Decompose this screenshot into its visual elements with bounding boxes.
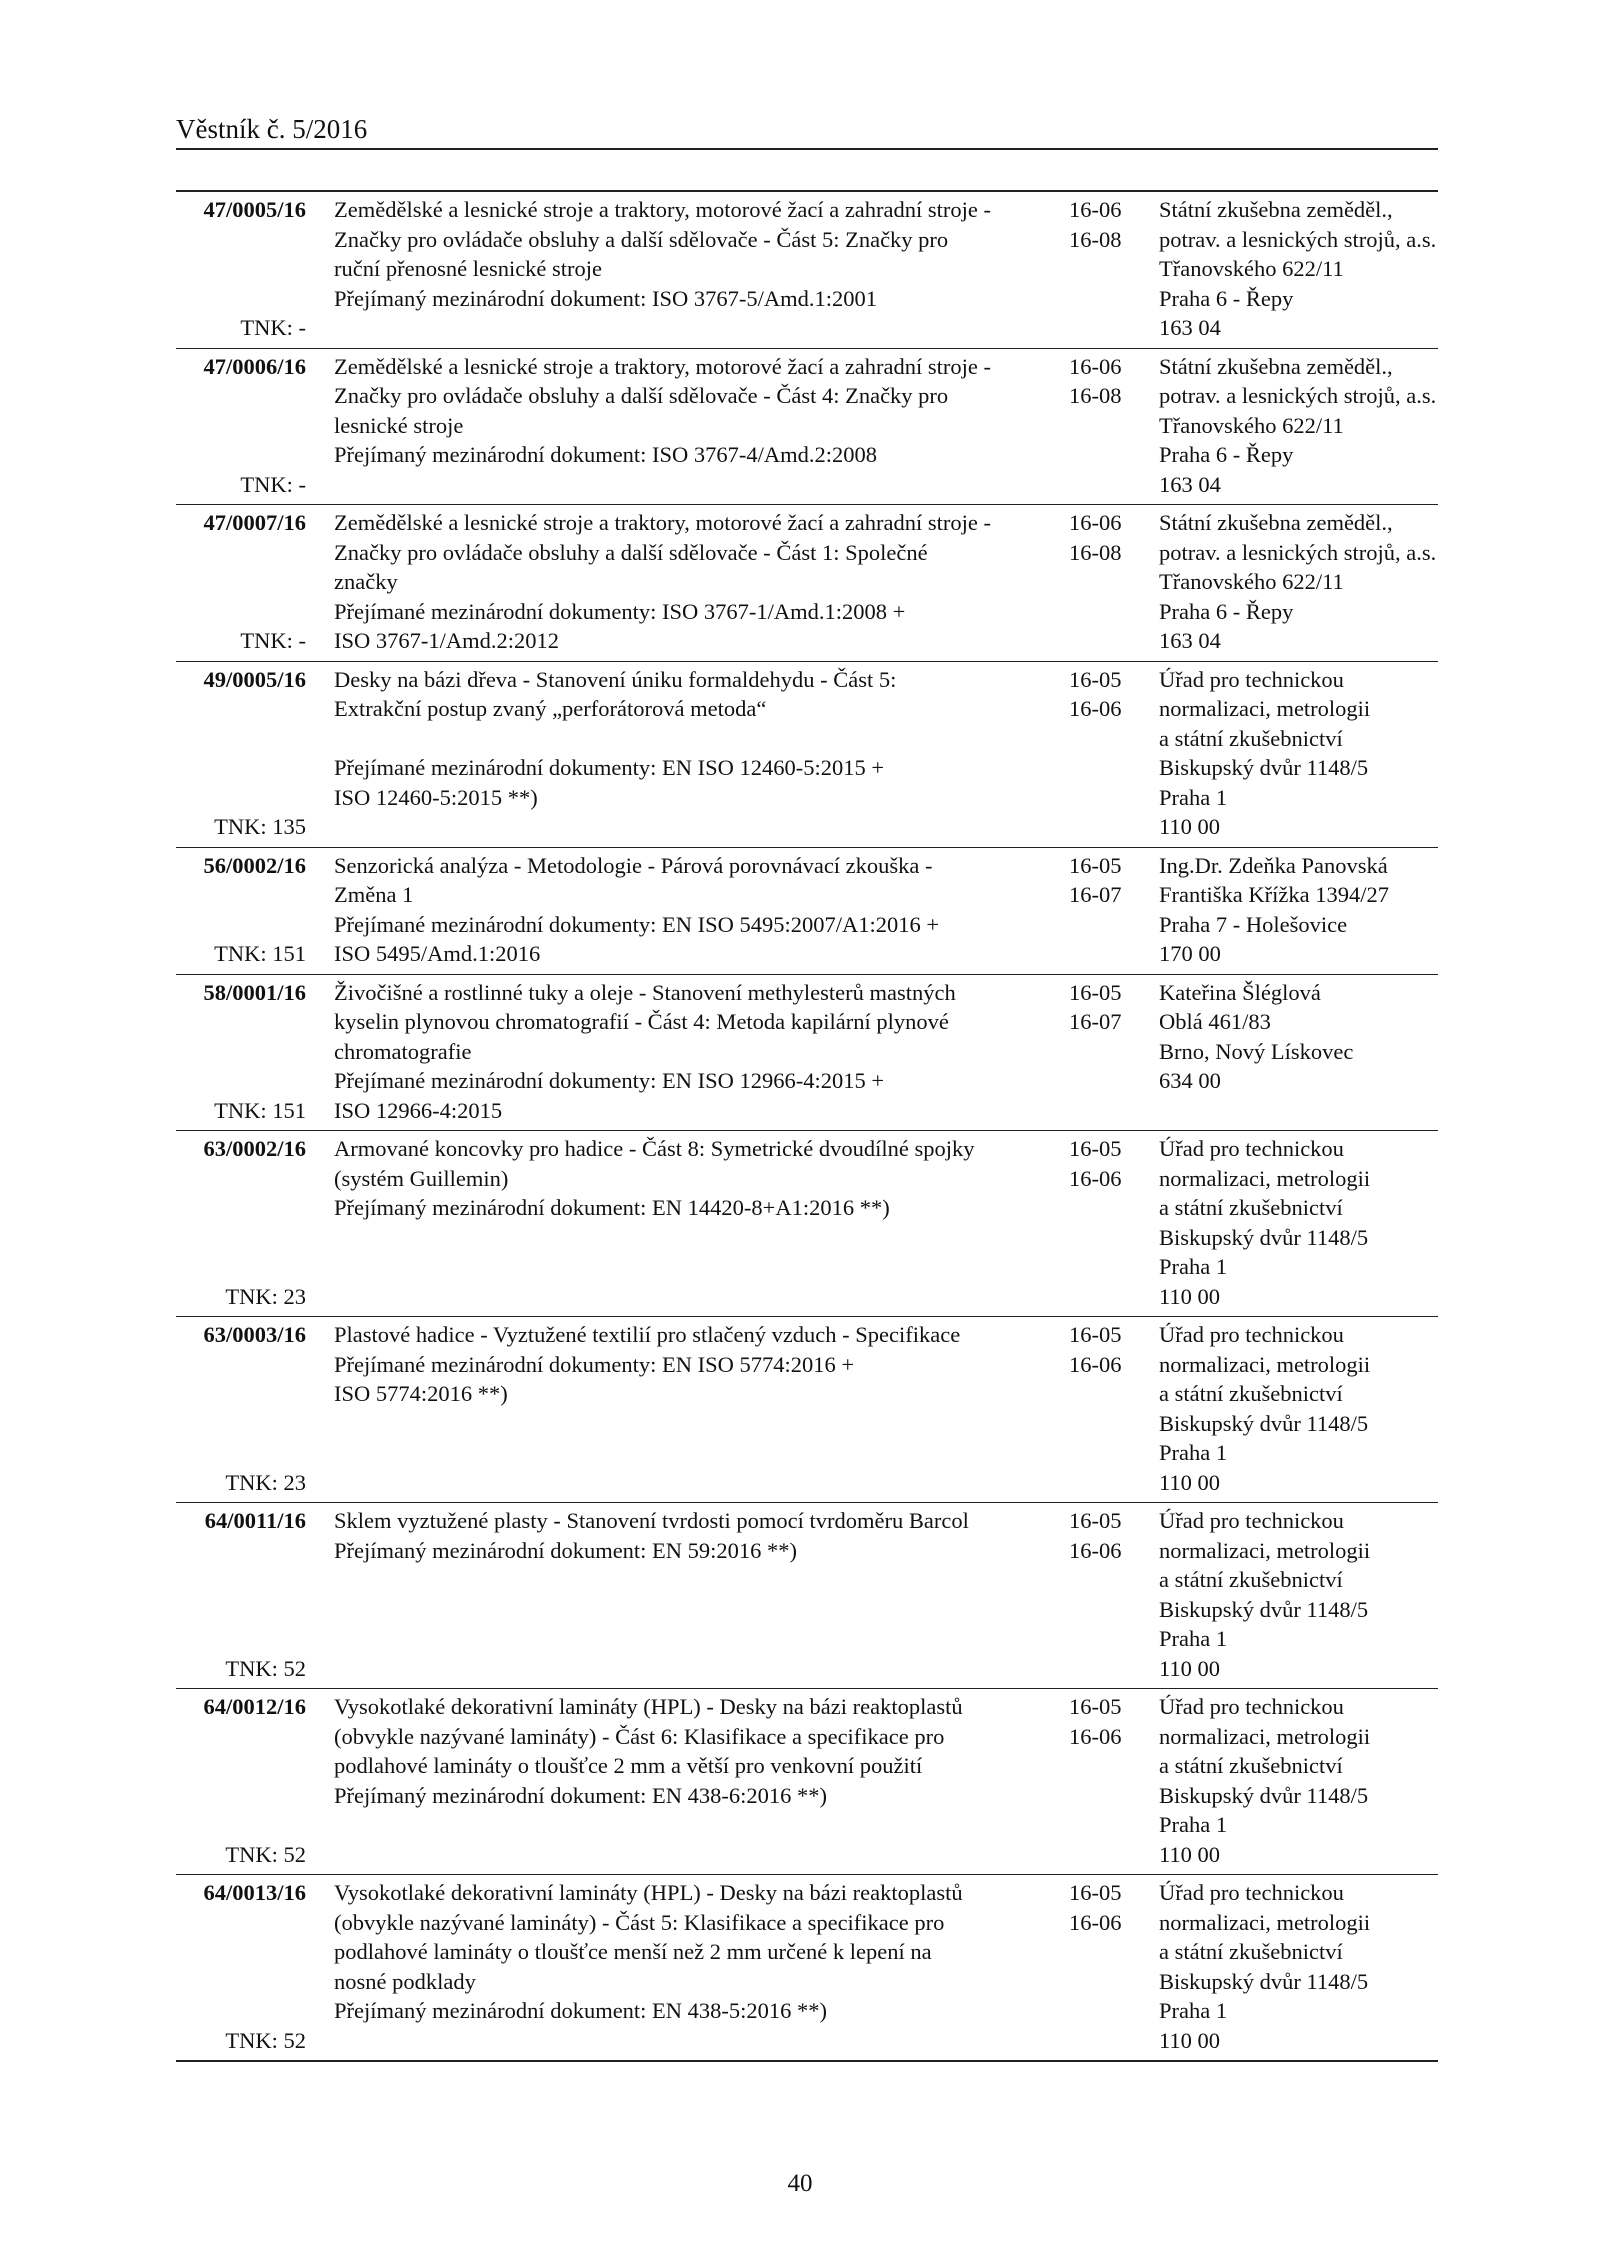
entry-address-line: Praha 6 - Řepy bbox=[1159, 285, 1294, 311]
entry-title-line: nosné podklady bbox=[334, 1968, 476, 1994]
entry-title-line: podlahové lamináty o tloušťce menší než 2 mm určené k lepení na bbox=[334, 1939, 932, 1964]
entry-address-line: Třanovského 622/11 bbox=[1159, 256, 1344, 281]
entry-title-line: Značky pro ovládače obsluhy a další sdělovače - Část 1: Společné bbox=[334, 539, 928, 565]
entry-title-line: (obvykle nazývané lamináty) - Část 6: Klasifikace a specifikace pro bbox=[334, 1723, 945, 1749]
entry-dates-cell bbox=[1069, 665, 1159, 842]
entry-date: 16-08 bbox=[1069, 539, 1122, 565]
entry-address-line: Praha 7 - Holešovice bbox=[1159, 911, 1348, 937]
entry-id-cell bbox=[176, 508, 306, 656]
entry-address-line: Kateřina Šléglová bbox=[1159, 979, 1321, 1005]
entry-title-cell bbox=[334, 195, 1069, 343]
entry-title-cell bbox=[334, 851, 1069, 969]
table-row bbox=[176, 1130, 1438, 1316]
table-row bbox=[176, 504, 1438, 661]
entry-title-line: Přejímaný mezinárodní dokument: EN 438-6:2016 **) bbox=[334, 1782, 828, 1808]
entry-address-line: Úřad pro technickou bbox=[1159, 666, 1344, 692]
entry-address-line: a státní zkušebnictví bbox=[1159, 1753, 1343, 1778]
entry-address-line: Praha 1 bbox=[1159, 1626, 1228, 1651]
entry-title-line: Značky pro ovládače obsluhy a další sdělovače - Část 4: Značky pro bbox=[334, 383, 949, 408]
entry-address-line: Biskupský dvůr 1148/5 bbox=[1159, 1596, 1369, 1622]
entry-address-line: Biskupský dvůr 1148/5 bbox=[1159, 1782, 1369, 1808]
entry-id-cell bbox=[176, 1878, 306, 2055]
entry-dates-cell bbox=[1069, 1506, 1159, 1683]
entry-title-line: Značky pro ovládače obsluhy a další sdělovače - Část 5: Značky pro bbox=[334, 226, 949, 252]
entry-title-cell bbox=[334, 1878, 1069, 2055]
entry-address-line: Praha 6 - Řepy bbox=[1159, 598, 1294, 624]
entry-number: 64/0012/16 bbox=[203, 1694, 306, 1719]
entry-dates-cell bbox=[1069, 978, 1159, 1126]
entry-date: 16-06 bbox=[1069, 696, 1122, 721]
page-header bbox=[176, 112, 1438, 150]
entry-address-line: Úřad pro technickou bbox=[1159, 1136, 1344, 1161]
entry-address-line: Státní zkušebna zeměděl., bbox=[1159, 197, 1393, 222]
entry-tnk: TNK: 135 bbox=[214, 814, 306, 839]
entry-date: 16-06 bbox=[1069, 1537, 1122, 1563]
entry-number: 47/0007/16 bbox=[203, 510, 306, 535]
entry-number: 64/0013/16 bbox=[203, 1880, 306, 1905]
entry-number: 63/0002/16 bbox=[203, 1136, 306, 1161]
entry-title-line: Extrakční postup zvaný „perforátorová metoda“ bbox=[334, 696, 767, 721]
entry-address-line: Státní zkušebna zeměděl., bbox=[1159, 510, 1393, 535]
entry-title-line: Zemědělské a lesnické stroje a traktory, motorové žací a zahradní stroje - bbox=[334, 510, 992, 535]
entry-address-line: Úřad pro technickou bbox=[1159, 1694, 1344, 1719]
entry-title-cell bbox=[334, 1320, 1069, 1497]
entry-address-line: a státní zkušebnictví bbox=[1159, 1567, 1343, 1592]
entry-title-line: ISO 5774:2016 **) bbox=[334, 1381, 508, 1406]
entry-tnk: TNK: - bbox=[240, 628, 306, 653]
entry-address-line: normalizaci, metrologii bbox=[1159, 696, 1371, 721]
entry-date: 16-05 bbox=[1069, 1508, 1122, 1533]
entry-title-line: Přejímané mezinárodní dokumenty: EN ISO 12460-5:2015 + bbox=[334, 755, 885, 780]
entry-address-line: 110 00 bbox=[1159, 814, 1221, 839]
entry-title-line: ISO 12966-4:2015 bbox=[334, 1097, 503, 1123]
entry-address-line: Biskupský dvůr 1148/5 bbox=[1159, 1224, 1369, 1250]
entry-title-line: Přejímaný mezinárodní dokument: EN 14420-8+A1:2016 **) bbox=[334, 1195, 890, 1220]
entry-title-line: Přejímaný mezinárodní dokument: ISO 3767-4/Amd.2:2008 bbox=[334, 442, 878, 467]
entry-number: 58/0001/16 bbox=[203, 979, 306, 1005]
entry-date: 16-05 bbox=[1069, 1136, 1122, 1161]
entry-id-cell bbox=[176, 352, 306, 500]
entry-address-line: 163 04 bbox=[1159, 628, 1221, 653]
table-row bbox=[176, 1874, 1438, 2060]
entry-address-line: Úřad pro technickou bbox=[1159, 1508, 1344, 1533]
entry-title-line: Zemědělské a lesnické stroje a traktory, motorové žací a zahradní stroje - bbox=[334, 353, 992, 379]
entry-title-line: ISO 3767-1/Amd.2:2012 bbox=[334, 628, 559, 653]
entry-date: 16-06 bbox=[1069, 353, 1122, 379]
entry-address-line: 110 00 bbox=[1159, 1841, 1221, 1867]
entry-title-cell bbox=[334, 352, 1069, 500]
entry-tnk: TNK: - bbox=[240, 315, 306, 340]
entry-date: 16-05 bbox=[1069, 1322, 1122, 1347]
entry-address-line: Praha 6 - Řepy bbox=[1159, 442, 1294, 467]
entry-title-line: ISO 12460-5:2015 **) bbox=[334, 784, 538, 810]
entry-address-line: 170 00 bbox=[1159, 941, 1221, 966]
entry-address-line: potrav. a lesnických strojů, a.s. bbox=[1159, 226, 1437, 252]
entry-address-cell bbox=[1159, 665, 1438, 842]
entry-address-line: Praha 1 bbox=[1159, 1812, 1228, 1837]
entry-date: 16-05 bbox=[1069, 852, 1122, 878]
entry-dates-cell bbox=[1069, 1692, 1159, 1869]
entry-title-cell bbox=[334, 1134, 1069, 1311]
entry-date: 16-06 bbox=[1069, 510, 1122, 535]
entry-address-line: Biskupský dvůr 1148/5 bbox=[1159, 755, 1369, 780]
entry-address-line: 163 04 bbox=[1159, 315, 1221, 340]
entry-title-line: (systém Guillemin) bbox=[334, 1165, 509, 1191]
entry-address-line: a státní zkušebnictví bbox=[1159, 1939, 1343, 1964]
entry-title-line: Přejímané mezinárodní dokumenty: EN ISO 5495:2007/A1:2016 + bbox=[334, 911, 940, 937]
entry-address-line: Františka Křížka 1394/27 bbox=[1159, 882, 1389, 907]
entry-title-line bbox=[334, 724, 1069, 754]
entry-date: 16-06 bbox=[1069, 197, 1122, 222]
entry-dates-cell bbox=[1069, 1878, 1159, 2055]
entry-address-line: a státní zkušebnictví bbox=[1159, 725, 1343, 751]
entry-id-cell bbox=[176, 1134, 306, 1311]
entry-address-line: 110 00 bbox=[1159, 1283, 1221, 1309]
entry-title-line: Plastové hadice - Vyztužené textilií pro stlačený vzduch - Specifikace bbox=[334, 1322, 961, 1347]
entry-id-cell bbox=[176, 1506, 306, 1683]
entry-address-cell bbox=[1159, 508, 1438, 656]
entry-address-line: normalizaci, metrologii bbox=[1159, 1351, 1371, 1377]
table-row bbox=[176, 1502, 1438, 1688]
entry-date: 16-07 bbox=[1069, 1009, 1122, 1034]
entry-address-line: normalizaci, metrologii bbox=[1159, 1909, 1371, 1935]
entry-number: 56/0002/16 bbox=[203, 852, 306, 878]
table-row bbox=[176, 192, 1438, 348]
entry-title-line: Přejímaný mezinárodní dokument: EN 438-5:2016 **) bbox=[334, 1998, 828, 2023]
entry-title-line: podlahové lamináty o tloušťce 2 mm a větší pro venkovní použití bbox=[334, 1753, 923, 1778]
entry-address-line: Třanovského 622/11 bbox=[1159, 412, 1344, 438]
entry-tnk: TNK: 151 bbox=[214, 1097, 306, 1123]
entry-address-line: potrav. a lesnických strojů, a.s. bbox=[1159, 383, 1437, 408]
entry-address-line: Praha 1 bbox=[1159, 1254, 1228, 1279]
entry-dates-cell bbox=[1069, 851, 1159, 969]
entry-date: 16-06 bbox=[1069, 1723, 1122, 1749]
entry-title-line: Přejímané mezinárodní dokumenty: EN ISO 5774:2016 + bbox=[334, 1351, 855, 1377]
entry-number: 63/0003/16 bbox=[203, 1322, 306, 1347]
entry-address-line: Státní zkušebna zeměděl., bbox=[1159, 353, 1393, 379]
entry-number: 49/0005/16 bbox=[203, 666, 306, 692]
entry-title-line: Změna 1 bbox=[334, 882, 414, 907]
entry-address-line: 634 00 bbox=[1159, 1068, 1221, 1093]
entry-address-line: Úřad pro technickou bbox=[1159, 1322, 1344, 1347]
entry-title-line: Zemědělské a lesnické stroje a traktory, motorové žací a zahradní stroje - bbox=[334, 197, 992, 222]
entry-id-cell bbox=[176, 978, 306, 1126]
entry-title-line: Přejímané mezinárodní dokumenty: ISO 3767-1/Amd.1:2008 + bbox=[334, 598, 906, 624]
entry-title-line: Sklem vyztužené plasty - Stanovení tvrdosti pomocí tvrdoměru Barcol bbox=[334, 1508, 969, 1533]
entry-dates-cell bbox=[1069, 1134, 1159, 1311]
table-row bbox=[176, 348, 1438, 505]
entry-title-cell bbox=[334, 508, 1069, 656]
entry-tnk: TNK: 52 bbox=[225, 2027, 306, 2053]
entry-address-line: 110 00 bbox=[1159, 2027, 1221, 2053]
journal-title: Věstník č. 5/2016 bbox=[176, 114, 368, 144]
entry-dates-cell bbox=[1069, 508, 1159, 656]
entry-title-line: ruční přenosné lesnické stroje bbox=[334, 256, 603, 281]
entry-address-line: 110 00 bbox=[1159, 1469, 1221, 1495]
entry-dates-cell bbox=[1069, 195, 1159, 343]
entry-address-line: Biskupský dvůr 1148/5 bbox=[1159, 1968, 1369, 1994]
entry-title-cell bbox=[334, 978, 1069, 1126]
entry-date: 16-07 bbox=[1069, 882, 1122, 907]
entry-address-line: normalizaci, metrologii bbox=[1159, 1723, 1371, 1749]
entry-title-line: Přejímané mezinárodní dokumenty: EN ISO 12966-4:2015 + bbox=[334, 1068, 885, 1093]
entry-address-cell bbox=[1159, 1506, 1438, 1683]
entry-address-line: Oblá 461/83 bbox=[1159, 1009, 1271, 1034]
entry-address-cell bbox=[1159, 195, 1438, 343]
entry-number: 47/0005/16 bbox=[203, 197, 306, 222]
entry-date: 16-05 bbox=[1069, 979, 1122, 1005]
entry-title-line: Desky na bázi dřeva - Stanovení úniku formaldehydu - Část 5: bbox=[334, 666, 897, 692]
entry-title-cell bbox=[334, 1692, 1069, 1869]
entry-date: 16-06 bbox=[1069, 1909, 1122, 1935]
entry-date: 16-06 bbox=[1069, 1165, 1122, 1191]
entry-address-line: normalizaci, metrologii bbox=[1159, 1537, 1371, 1563]
entry-address-cell bbox=[1159, 352, 1438, 500]
entry-title-line: Přejímaný mezinárodní dokument: ISO 3767-5/Amd.1:2001 bbox=[334, 285, 878, 311]
entry-title-line: (obvykle nazývané lamináty) - Část 5: Klasifikace a specifikace pro bbox=[334, 1909, 945, 1935]
entry-title-line: značky bbox=[334, 569, 398, 594]
entry-tnk: TNK: - bbox=[240, 471, 306, 497]
entry-title-line: chromatografie bbox=[334, 1038, 472, 1064]
entry-address-line: Praha 1 bbox=[1159, 1998, 1228, 2023]
standards-table bbox=[176, 190, 1438, 2062]
entry-tnk: TNK: 52 bbox=[225, 1655, 306, 1681]
entry-address-cell bbox=[1159, 1320, 1438, 1497]
entry-number: 64/0011/16 bbox=[204, 1508, 306, 1533]
entry-address-line: 163 04 bbox=[1159, 471, 1221, 497]
entry-title-line: Přejímaný mezinárodní dokument: EN 59:2016 **) bbox=[334, 1537, 798, 1563]
entry-tnk: TNK: 52 bbox=[225, 1841, 306, 1867]
entry-date: 16-05 bbox=[1069, 666, 1122, 692]
table-row bbox=[176, 661, 1438, 847]
entry-address-line: a státní zkušebnictví bbox=[1159, 1195, 1343, 1220]
page-number: 40 bbox=[787, 2170, 813, 2197]
entry-date: 16-06 bbox=[1069, 1351, 1122, 1377]
entry-address-line: 110 00 bbox=[1159, 1655, 1221, 1681]
entry-address-line: normalizaci, metrologii bbox=[1159, 1165, 1371, 1191]
entry-address-line: Třanovského 622/11 bbox=[1159, 569, 1344, 594]
entry-address-cell bbox=[1159, 978, 1438, 1126]
entry-date: 16-05 bbox=[1069, 1880, 1122, 1905]
entry-date: 16-08 bbox=[1069, 226, 1122, 252]
entry-id-cell bbox=[176, 851, 306, 969]
entry-address-line: a státní zkušebnictví bbox=[1159, 1381, 1343, 1406]
entry-address-line: Praha 1 bbox=[1159, 1440, 1228, 1465]
entry-title-line: lesnické stroje bbox=[334, 412, 464, 438]
entry-address-cell bbox=[1159, 1878, 1438, 2055]
entry-title-line: kyselin plynovou chromatografií - Část 4: Metoda kapilární plynové bbox=[334, 1009, 949, 1034]
entry-number: 47/0006/16 bbox=[203, 353, 306, 379]
entry-address-line: potrav. a lesnických strojů, a.s. bbox=[1159, 539, 1437, 565]
entry-dates-cell bbox=[1069, 1320, 1159, 1497]
entry-title-line: Vysokotlaké dekorativní lamináty (HPL) - Desky na bázi reaktoplastů bbox=[334, 1694, 963, 1719]
entry-id-cell bbox=[176, 1692, 306, 1869]
entry-address-line: Brno, Nový Lískovec bbox=[1159, 1038, 1354, 1064]
entry-address-line: Úřad pro technickou bbox=[1159, 1880, 1344, 1905]
entry-id-cell bbox=[176, 195, 306, 343]
entry-address-line: Biskupský dvůr 1148/5 bbox=[1159, 1410, 1369, 1436]
entry-title-cell bbox=[334, 665, 1069, 842]
entry-date: 16-08 bbox=[1069, 383, 1122, 408]
entry-address-cell bbox=[1159, 1692, 1438, 1869]
entry-tnk: TNK: 151 bbox=[214, 941, 306, 966]
table-row bbox=[176, 1688, 1438, 1874]
entry-tnk: TNK: 23 bbox=[225, 1469, 306, 1495]
entry-address-line: Praha 1 bbox=[1159, 784, 1228, 810]
entry-title-line: Vysokotlaké dekorativní lamináty (HPL) - Desky na bázi reaktoplastů bbox=[334, 1880, 963, 1905]
entry-title-cell bbox=[334, 1506, 1069, 1683]
entry-title-line: Živočišné a rostlinné tuky a oleje - Stanovení methylesterů mastných bbox=[334, 979, 956, 1005]
entry-title-line: ISO 5495/Amd.1:2016 bbox=[334, 941, 541, 966]
entry-dates-cell bbox=[1069, 352, 1159, 500]
entry-id-cell bbox=[176, 1320, 306, 1497]
entry-title-line: Senzorická analýza - Metodologie - Párová porovnávací zkouška - bbox=[334, 852, 933, 878]
entry-tnk: TNK: 23 bbox=[225, 1283, 306, 1309]
entry-address-cell bbox=[1159, 1134, 1438, 1311]
table-row bbox=[176, 974, 1438, 1131]
entry-address-line: Ing.Dr. Zdeňka Panovská bbox=[1159, 852, 1388, 878]
table-row bbox=[176, 1316, 1438, 1502]
entry-date: 16-05 bbox=[1069, 1694, 1122, 1719]
entry-title-line: Armované koncovky pro hadice - Část 8: Symetrické dvoudílné spojky bbox=[334, 1136, 975, 1161]
table-row bbox=[176, 847, 1438, 974]
entry-address-cell bbox=[1159, 851, 1438, 969]
entry-id-cell bbox=[176, 665, 306, 842]
